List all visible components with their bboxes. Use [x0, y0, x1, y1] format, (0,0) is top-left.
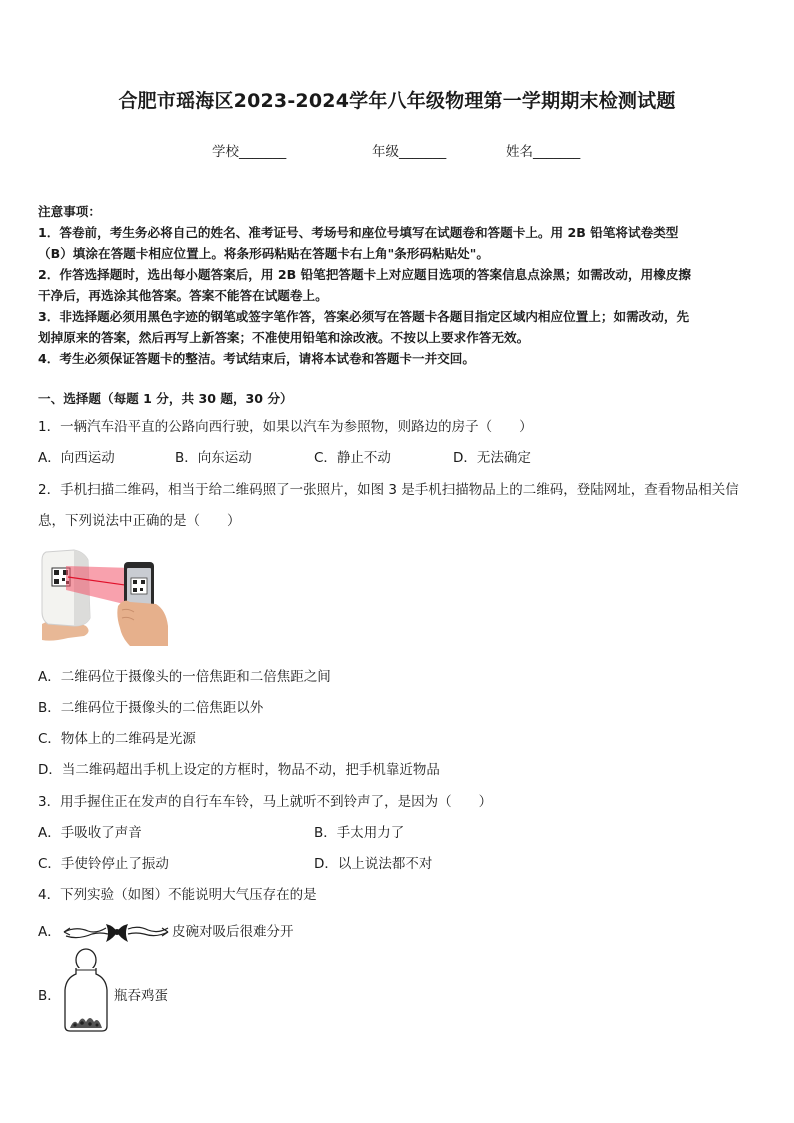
- q4-option-b-letter: B．: [38, 988, 61, 1004]
- q2-option-c: C．物体上的二维码是光源: [38, 731, 196, 747]
- notice-line-5: 3．非选择题必须用黑色字迹的钢笔或签字笔作答，答案必须写在答题卡各题目指定区域内相应位置上；如需改动，先: [38, 309, 690, 324]
- suction-cups-figure: [62, 912, 172, 948]
- name-field: 姓名_______: [506, 144, 581, 160]
- q2-option-d: D．当二维码超出手机上设定的方框时，物品不动，把手机靠近物品: [38, 762, 440, 778]
- grade-field: 年级_______: [372, 144, 447, 160]
- notice-heading: 注意事项：: [38, 204, 101, 219]
- q1-option-b: B．向东运动: [175, 450, 252, 466]
- q3-option-d: D．以上说法都不对: [314, 856, 433, 872]
- q3-option-b: B．手太用力了: [314, 825, 405, 841]
- q4-option-a-letter: A．: [38, 924, 61, 940]
- bottle-egg-figure: [60, 948, 112, 1034]
- q2-option-b: B．二维码位于摄像头的二倍焦距以外: [38, 700, 264, 716]
- notice-line-1: 1．答卷前，考生务必将自己的姓名、准考证号、考场号和座位号填写在试题卷和答题卡上。用 2B 铅笔将试卷类型: [38, 225, 679, 240]
- q1-option-a: A．向西运动: [38, 450, 115, 466]
- notice-line-3: 2．作答选择题时，选出每小题答案后，用 2B 铅笔把答题卡上对应题目选项的答案信息点涂黑；如需改动，用橡皮擦: [38, 267, 691, 282]
- q1-option-c: C．静止不动: [314, 450, 391, 466]
- question-2-stem-line-2: 息，下列说法中正确的是（ ）: [38, 513, 241, 529]
- q4-option-b-text: 瓶吞鸡蛋: [114, 988, 168, 1004]
- notice-line-7: 4．考生必须保证答题卡的整洁。考试结束后，请将本试卷和答题卡一并交回。: [38, 351, 475, 366]
- notice-line-4: 干净后，再选涂其他答案。答案不能答在试题卷上。: [38, 288, 328, 303]
- question-2-stem-line-1: 2．手机扫描二维码，相当于给二维码照了一张照片，如图 3 是手机扫描物品上的二维码，登陆网址，查看物品相关信: [38, 482, 739, 498]
- question-4-stem: 4．下列实验（如图）不能说明大气压存在的是: [38, 887, 317, 903]
- school-field: 学校_______: [212, 144, 287, 160]
- q3-option-c: C．手使铃停止了振动: [38, 856, 169, 872]
- phone-scanning-qr-code-image: [38, 546, 170, 646]
- page-title: 合肥市瑶海区2023-2024学年八年级物理第一学期期末检测试题: [118, 90, 676, 112]
- section-heading: 一、选择题（每题 1 分，共 30 题，30 分）: [38, 391, 293, 406]
- q2-option-a: A．二维码位于摄像头的一倍焦距和二倍焦距之间: [38, 669, 331, 685]
- notice-line-2: （B）填涂在答题卡相应位置上。将条形码粘贴在答题卡右上角"条形码粘贴处"。: [38, 246, 489, 261]
- notice-line-6: 划掉原来的答案，然后再写上新答案；不准使用铅笔和涂改液。不按以上要求作答无效。: [38, 330, 530, 345]
- q3-option-a: A．手吸收了声音: [38, 825, 142, 841]
- q4-option-a-text: 皮碗对吸后很难分开: [172, 924, 294, 940]
- q1-option-d: D．无法确定: [453, 450, 531, 466]
- question-3-stem: 3．用手握住正在发声的自行车车铃，马上就听不到铃声了，是因为（ ）: [38, 794, 493, 810]
- question-1-stem: 1．一辆汽车沿平直的公路向西行驶，如果以汽车为参照物，则路边的房子（ ）: [38, 419, 533, 435]
